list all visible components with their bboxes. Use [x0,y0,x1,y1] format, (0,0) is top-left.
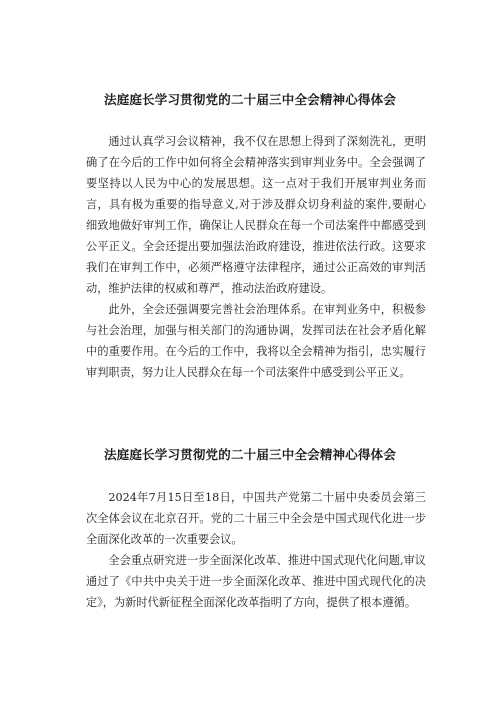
paragraph: 全会重点研究进一步全面深化改革、推进中国式现代化问题,审议通过了《中共中央关于进一步全面深化改革、推进中国式现代化的决定》，为新时代新征程全面深化改革指明了方向，提供了根本遵循。 [86,554,426,609]
section-body-2 [86,487,426,613]
section-title-1: 法庭庭长学习贯彻党的二十届三中全会精神心得体会 [103,92,397,107]
paragraph: 2024年7月15日至18日，中国共产党第二十届中央委员会第三次全体会议在北京召开。党的二十届三中全会是中国式现代化进一步全面深化改革的一次重要会议。 [86,491,426,546]
section-title-2: 法庭庭长学习贯彻党的二十届三中全会精神心得体会 [103,447,397,462]
section-body-1 [86,131,426,383]
paragraph: 此外，全会还强调要完善社会治理体系。在审判业务中，积极参与社会治理，加强与相关部门的沟通协调，发挥司法在社会矛盾化解中的重要作用。在今后的工作中，我将以全会精神为指引，忠实履行审判职责，努力让人民群众在每一个司法案件中感受到公平正义。 [86,303,426,379]
paragraph: 通过认真学习会议精神，我不仅在思想上得到了深刻洗礼，更明确了在今后的工作中如何将全会精神落实到审判业务中。全会强调了要坚持以人民为中心的发展思想。这一点对于我们开展审判业务而言，具有极为重要的指导意义,对于涉及群众切身利益的案件,要耐心细致地做好审判工作，确保让人民群众在每一个司法案件中都感受到公平正义。全会还提出要加强法治政府建设，推进依法行政。这要求我们在审判工作中，必须严格遵守法律程序，通过公正高效的审判活动，维护法律的权威和尊严，推动法治政府建设。 [86,135,426,295]
